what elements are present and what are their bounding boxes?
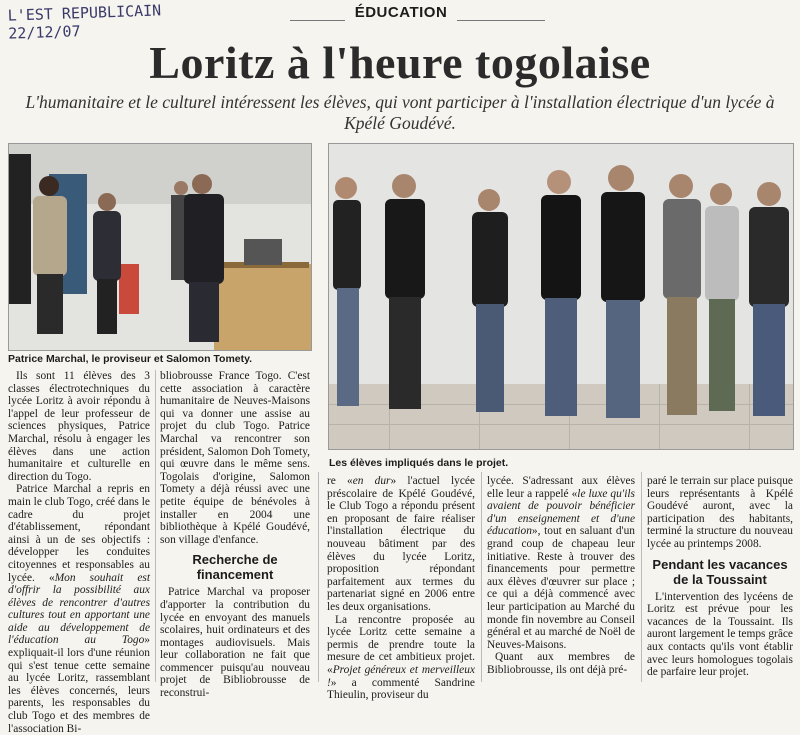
paragraph [327, 475, 475, 614]
photo-right-caption: Les élèves impliqués dans le projet. [329, 457, 509, 469]
quote: Mon souhait est d'offrir la possibilité aux élèves de rencontrer d'autres cultures tout en apportant une aide au développement de l'éducation au Togo [8, 571, 150, 647]
column-rule [318, 472, 319, 682]
paragraph [327, 614, 475, 702]
text-run: re « [327, 475, 353, 487]
headline: Loritz à l'heure togolaise [149, 37, 651, 88]
paragraph: Patrice Marchal va proposer d'apporter la contribution du lycée en envoyant des manuels scolaires, huit ordinateurs et des montages audiovisuels. Mais leur collaboration ne fait que commencer puisqu'au nouveau projet de Bibliobrousse de reconstrui- [160, 586, 310, 700]
paragraph: L'intervention des lycéens de Loritz est prévue pour les vacances de la Toussaint. Ils auront largement le temps grâce aux contacts qu'ils vont établir avec leurs homologues togolais de parfaire leur projet. [647, 590, 793, 679]
column-rule [481, 472, 482, 682]
text-run: Patrice Marchal a repris en main le club Togo, créé dans le cadre du projet d'établissement, répondant ainsi à un de ses objectifs : développer les conduites citoyennes et responsables au lycée. « [8, 483, 150, 584]
article-column-2 [160, 370, 310, 700]
paragraph: paré le terrain sur place puisque leurs représentants à Kpélé Goudévé auront, avec la participation des habitants, terminé la structure du nouveau lycée au printemps 2008. [647, 475, 793, 550]
photo-left-image [9, 144, 311, 350]
paragraph: Ils sont 11 élèves des 3 classes électrotechniques du lycée Loritz à avoir répondu à l'appel de leur professeur de sciences physiques, Patrice Marchal, résolu à engager les élèves dans une action humanitaire et culturelle en direction du Togo. [8, 370, 150, 483]
photo-right [328, 143, 794, 450]
handwritten-newspaper-name: L'EST REPUBLICAIN [7, 1, 162, 25]
column-rule [155, 370, 156, 682]
subheading: Recherche de financement [192, 552, 278, 583]
paragraph [8, 483, 150, 735]
quote: Projet généreux et merveilleux ! [327, 663, 475, 689]
article-column-1 [8, 370, 150, 735]
column-rule [641, 472, 642, 682]
standfirst: L'humanitaire et le culturel intéressent les élèves, qui vont participer à l'installation électrique d'un lycée à Kpélé Goudévé. [25, 92, 775, 133]
text-run: », tout en saluant d'un grand coup de chapeau leur initiative. Reste à trouver des financements pour permettre aux élèves d'œuvrer sur place ; ce qui a déjà commencé avec leur participation au Marché du monde fin novembre au Conseil général et au marché de Noël de Neuves-Maisons. [487, 525, 635, 651]
article-column-3 [327, 475, 475, 702]
paragraph: Quant aux membres de Bibliobrousse, ils ont déjà pré- [487, 651, 635, 676]
text-run: lycée. S'adressant aux élèves elle leur a rappelé « [487, 475, 635, 500]
text-run: » a commenté Sandrine Thieulin, proviseur du [327, 676, 475, 702]
text-run: » l'actuel lycée préscolaire de Kpélé Goudévé, le Club Togo a répondu présent en proposant de faire réaliser l'installation électrique du nouveau bâtiment par des élèves du lycée Loritz, proposition répondant parfaitement aux termes du partenariat signé en 2006 entre les deux organisations. [327, 475, 475, 613]
text-run: » expliquait-il lors d'une réunion qui s'est tenue cette semaine au lycée Loritz, rassemblant les élèves concernés, leurs parents, les responsables du club Togo et des membres de l'association Bi- [8, 634, 150, 735]
article-column-4 [487, 475, 635, 677]
paragraph [487, 475, 635, 651]
quote: en dur [352, 475, 391, 487]
paragraph: bliobrousse France Togo. C'est cette association à caractère humanitaire de Neuves-Maisons qui va donner une assise au projet du club Togo. Patrice Marchal va rencontrer son président, Salomon Doh Tomety, qui œuvre dans le même sens. Togolais d'origine, Salomon Tomety a déjà réussi avec une petite équipe de bénévoles à installer en 2004 une bibliothèque à Kpélé Goudévé, son village d'enfance. [160, 370, 310, 546]
handwritten-date: 22/12/07 [8, 22, 81, 43]
photo-left [8, 143, 312, 351]
photo-left-caption: Patrice Marchal, le proviseur et Salomon Tomety. [8, 353, 253, 365]
text-run: La rencontre proposée au lycée Loritz cette semaine a permis de prendre toute la mesure de cet ambitieux projet. « [327, 613, 475, 676]
photo-right-image [329, 144, 793, 449]
section-rubric: ÉDUCATION [345, 4, 457, 21]
article-column-5 [647, 475, 793, 679]
subheading: Pendant les vacances de la Toussaint [652, 556, 788, 587]
quote: le luxe qu'ils avaient de pouvoir bénéficier d'un enseignement et d'une éducation [487, 487, 635, 538]
